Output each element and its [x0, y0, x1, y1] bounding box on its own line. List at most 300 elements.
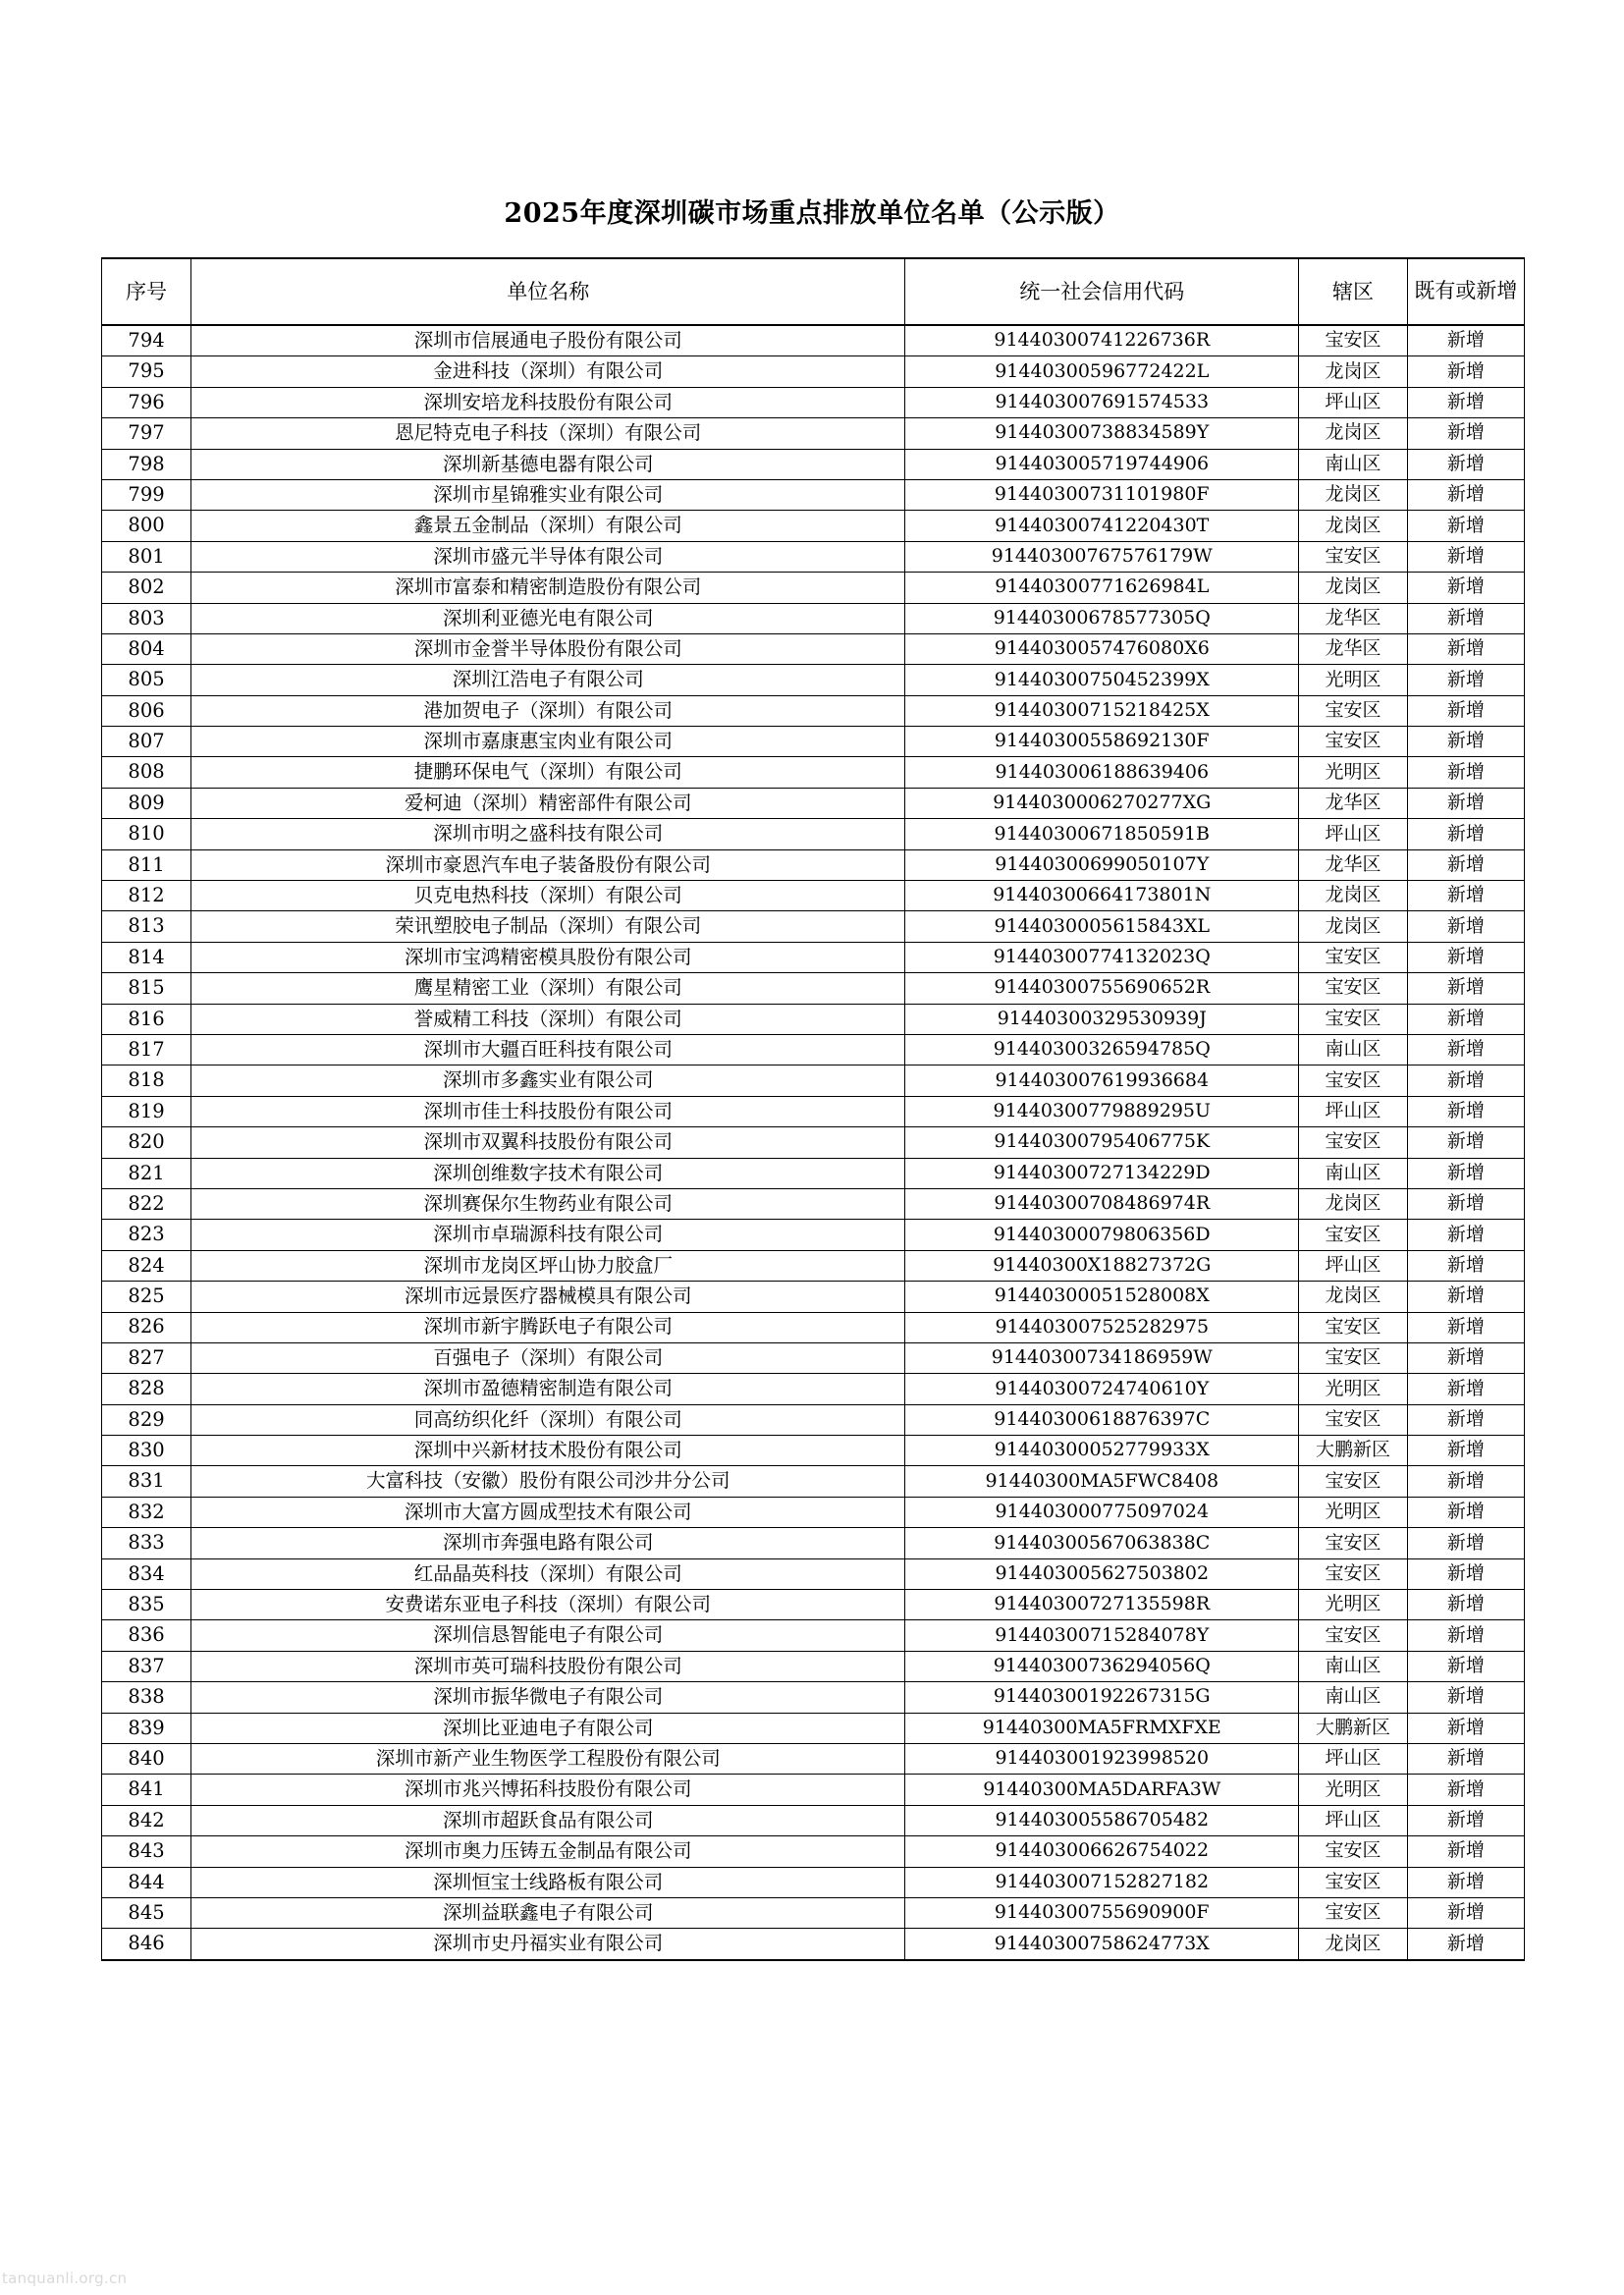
cell-name: 深圳市大富方圆成型技术有限公司	[191, 1497, 905, 1527]
cell-status: 新增	[1407, 1404, 1524, 1435]
cell-code: 91440300774132023Q	[905, 942, 1299, 972]
cell-district: 宝安区	[1299, 1004, 1408, 1034]
cell-code: 914403005627503802	[905, 1558, 1299, 1589]
cell-code: 91440300779889295U	[905, 1096, 1299, 1126]
cell-code: 91440300724740610Y	[905, 1374, 1299, 1404]
cell-code: 91440300MA5FWC8408	[905, 1466, 1299, 1497]
cell-name: 安费诺东亚电子科技（深圳）有限公司	[191, 1590, 905, 1620]
table-row	[102, 356, 1525, 387]
cell-code: 91440300741226736R	[905, 325, 1299, 356]
cell-status: 新增	[1407, 356, 1524, 387]
cell-status: 新增	[1407, 1775, 1524, 1805]
cell-status: 新增	[1407, 788, 1524, 818]
table-row	[102, 911, 1525, 942]
cell-code: 914403007619936684	[905, 1066, 1299, 1096]
cell-district: 龙岗区	[1299, 1929, 1408, 1960]
cell-status: 新增	[1407, 1897, 1524, 1928]
cell-index: 797	[102, 418, 191, 449]
emission-units-table-container	[101, 257, 1525, 1961]
cell-name: 深圳市金誉半导体股份有限公司	[191, 633, 905, 664]
table-row	[102, 1188, 1525, 1219]
table-row	[102, 1158, 1525, 1188]
cell-district: 光明区	[1299, 1374, 1408, 1404]
cell-code: 91440300727135598R	[905, 1590, 1299, 1620]
cell-district: 宝安区	[1299, 1620, 1408, 1651]
cell-index: 843	[102, 1836, 191, 1867]
cell-index: 819	[102, 1096, 191, 1126]
cell-name: 红品晶英科技（深圳）有限公司	[191, 1558, 905, 1589]
cell-district: 坪山区	[1299, 1805, 1408, 1835]
cell-district: 龙岗区	[1299, 1188, 1408, 1219]
cell-name: 深圳市多鑫实业有限公司	[191, 1066, 905, 1096]
cell-code: 91440300MA5FRMXFXE	[905, 1713, 1299, 1743]
cell-district: 龙华区	[1299, 788, 1408, 818]
cell-name: 深圳益联鑫电子有限公司	[191, 1897, 905, 1928]
cell-status: 新增	[1407, 695, 1524, 726]
cell-status: 新增	[1407, 1250, 1524, 1281]
cell-code: 91440300051528008X	[905, 1282, 1299, 1312]
cell-district: 宝安区	[1299, 942, 1408, 972]
watermark: tanquanli.org.cn	[2, 2269, 128, 2287]
cell-index: 842	[102, 1805, 191, 1835]
cell-index: 800	[102, 511, 191, 541]
cell-status: 新增	[1407, 1466, 1524, 1497]
cell-district: 龙岗区	[1299, 911, 1408, 942]
cell-index: 841	[102, 1775, 191, 1805]
cell-index: 802	[102, 573, 191, 603]
cell-name: 深圳市佳士科技股份有限公司	[191, 1096, 905, 1126]
cell-status: 新增	[1407, 1713, 1524, 1743]
cell-name: 深圳市豪恩汽车电子装备股份有限公司	[191, 849, 905, 880]
table-row	[102, 849, 1525, 880]
table-row	[102, 1805, 1525, 1835]
table-row	[102, 573, 1525, 603]
cell-status: 新增	[1407, 1497, 1524, 1527]
cell-status: 新增	[1407, 727, 1524, 757]
cell-name: 深圳市振华微电子有限公司	[191, 1682, 905, 1713]
cell-name: 深圳市明之盛科技有限公司	[191, 819, 905, 849]
cell-index: 795	[102, 356, 191, 387]
cell-district: 大鹏新区	[1299, 1713, 1408, 1743]
cell-index: 837	[102, 1651, 191, 1681]
cell-name: 深圳市大疆百旺科技有限公司	[191, 1034, 905, 1065]
cell-status: 新增	[1407, 911, 1524, 942]
cell-district: 宝安区	[1299, 1404, 1408, 1435]
cell-status: 新增	[1407, 942, 1524, 972]
cell-district: 龙华区	[1299, 603, 1408, 633]
cell-index: 824	[102, 1250, 191, 1281]
table-header	[102, 258, 1525, 325]
cell-index: 816	[102, 1004, 191, 1034]
cell-name: 大富科技（安徽）股份有限公司沙井分公司	[191, 1466, 905, 1497]
cell-index: 794	[102, 325, 191, 356]
table-row	[102, 819, 1525, 849]
cell-status: 新增	[1407, 1034, 1524, 1065]
cell-district: 光明区	[1299, 757, 1408, 788]
table-row	[102, 325, 1525, 356]
cell-code: 91440300699050107Y	[905, 849, 1299, 880]
cell-code: 914403001923998520	[905, 1743, 1299, 1774]
table-row	[102, 603, 1525, 633]
cell-name: 深圳市宝鸿精密模具股份有限公司	[191, 942, 905, 972]
table-row	[102, 511, 1525, 541]
cell-name: 深圳新基德电器有限公司	[191, 449, 905, 479]
cell-name: 深圳创维数字技术有限公司	[191, 1158, 905, 1188]
table-row	[102, 881, 1525, 911]
cell-status: 新增	[1407, 418, 1524, 449]
cell-status: 新增	[1407, 1096, 1524, 1126]
cell-district: 龙岗区	[1299, 511, 1408, 541]
cell-code: 91440300618876397C	[905, 1404, 1299, 1435]
cell-code: 9144030057476080X6	[905, 633, 1299, 664]
column-header-district: 辖区	[1299, 258, 1408, 325]
cell-name: 深圳市超跃食品有限公司	[191, 1805, 905, 1835]
cell-name: 港加贺电子（深圳）有限公司	[191, 695, 905, 726]
cell-status: 新增	[1407, 573, 1524, 603]
cell-status: 新增	[1407, 1220, 1524, 1250]
table-row	[102, 479, 1525, 510]
cell-index: 822	[102, 1188, 191, 1219]
table-row	[102, 1220, 1525, 1250]
cell-code: 91440300727134229D	[905, 1158, 1299, 1188]
cell-name: 深圳市英可瑞科技股份有限公司	[191, 1651, 905, 1681]
cell-name: 深圳市兆兴博拓科技股份有限公司	[191, 1775, 905, 1805]
table-row	[102, 449, 1525, 479]
cell-code: 91440300671850591B	[905, 819, 1299, 849]
cell-status: 新增	[1407, 1528, 1524, 1558]
cell-status: 新增	[1407, 1342, 1524, 1373]
cell-index: 820	[102, 1127, 191, 1158]
cell-district: 宝安区	[1299, 1220, 1408, 1250]
cell-district: 南山区	[1299, 449, 1408, 479]
cell-code: 91440300771626984L	[905, 573, 1299, 603]
cell-district: 宝安区	[1299, 1127, 1408, 1158]
cell-status: 新增	[1407, 973, 1524, 1004]
cell-code: 91440300329530939J	[905, 1004, 1299, 1034]
cell-code: 914403000775097024	[905, 1497, 1299, 1527]
column-header-name: 单位名称	[191, 258, 905, 325]
cell-name: 深圳市史丹福实业有限公司	[191, 1929, 905, 1960]
table-row	[102, 1929, 1525, 1960]
cell-status: 新增	[1407, 633, 1524, 664]
cell-index: 814	[102, 942, 191, 972]
cell-code: 914403007525282975	[905, 1312, 1299, 1342]
cell-code: 914403005719744906	[905, 449, 1299, 479]
cell-code: 91440300X18827372G	[905, 1250, 1299, 1281]
cell-code: 91440300326594785Q	[905, 1034, 1299, 1065]
cell-status: 新增	[1407, 1066, 1524, 1096]
cell-index: 813	[102, 911, 191, 942]
cell-index: 811	[102, 849, 191, 880]
cell-index: 845	[102, 1897, 191, 1928]
table-row	[102, 1528, 1525, 1558]
cell-district: 坪山区	[1299, 1250, 1408, 1281]
cell-district: 宝安区	[1299, 1528, 1408, 1558]
cell-status: 新增	[1407, 1651, 1524, 1681]
cell-name: 同高纺织化纤（深圳）有限公司	[191, 1404, 905, 1435]
cell-name: 深圳市信展通电子股份有限公司	[191, 325, 905, 356]
cell-index: 828	[102, 1374, 191, 1404]
cell-code: 91440300755690652R	[905, 973, 1299, 1004]
cell-index: 831	[102, 1466, 191, 1497]
cell-name: 捷鹏环保电气（深圳）有限公司	[191, 757, 905, 788]
cell-code: 91440300715284078Y	[905, 1620, 1299, 1651]
cell-name: 深圳比亚迪电子有限公司	[191, 1713, 905, 1743]
cell-name: 深圳市奔强电路有限公司	[191, 1528, 905, 1558]
cell-status: 新增	[1407, 325, 1524, 356]
cell-status: 新增	[1407, 1282, 1524, 1312]
cell-district: 宝安区	[1299, 1342, 1408, 1373]
table-row	[102, 1342, 1525, 1373]
cell-index: 832	[102, 1497, 191, 1527]
cell-name: 鹰星精密工业（深圳）有限公司	[191, 973, 905, 1004]
page-title: 2025年度深圳碳市场重点排放单位名单（公示版）	[504, 198, 1120, 229]
table-row	[102, 418, 1525, 449]
cell-district: 宝安区	[1299, 727, 1408, 757]
cell-name: 深圳市星锦雅实业有限公司	[191, 479, 905, 510]
cell-status: 新增	[1407, 819, 1524, 849]
cell-code: 914403007152827182	[905, 1867, 1299, 1897]
cell-index: 812	[102, 881, 191, 911]
cell-status: 新增	[1407, 511, 1524, 541]
cell-index: 803	[102, 603, 191, 633]
cell-code: 91440300715218425X	[905, 695, 1299, 726]
table-row	[102, 1713, 1525, 1743]
cell-code: 91440300079806356D	[905, 1220, 1299, 1250]
column-header-code: 统一社会信用代码	[905, 258, 1299, 325]
cell-district: 宝安区	[1299, 1867, 1408, 1897]
cell-name: 深圳市奥力压铸五金制品有限公司	[191, 1836, 905, 1867]
cell-district: 宝安区	[1299, 1836, 1408, 1867]
cell-district: 龙岗区	[1299, 881, 1408, 911]
cell-name: 深圳市卓瑞源科技有限公司	[191, 1220, 905, 1250]
cell-district: 宝安区	[1299, 1466, 1408, 1497]
emission-units-table	[101, 257, 1525, 1961]
cell-name: 贝克电热科技（深圳）有限公司	[191, 881, 905, 911]
cell-index: 830	[102, 1436, 191, 1466]
cell-index: 844	[102, 1867, 191, 1897]
cell-code: 91440300795406775K	[905, 1127, 1299, 1158]
cell-status: 新增	[1407, 1836, 1524, 1867]
cell-district: 南山区	[1299, 1034, 1408, 1065]
cell-status: 新增	[1407, 603, 1524, 633]
table-row	[102, 1590, 1525, 1620]
cell-status: 新增	[1407, 1004, 1524, 1034]
table-row	[102, 757, 1525, 788]
cell-index: 796	[102, 387, 191, 417]
cell-district: 坪山区	[1299, 819, 1408, 849]
cell-code: 914403005586705482	[905, 1805, 1299, 1835]
cell-index: 833	[102, 1528, 191, 1558]
cell-district: 坪山区	[1299, 1096, 1408, 1126]
table-row	[102, 1497, 1525, 1527]
cell-index: 838	[102, 1682, 191, 1713]
cell-index: 815	[102, 973, 191, 1004]
cell-index: 809	[102, 788, 191, 818]
cell-district: 光明区	[1299, 1590, 1408, 1620]
cell-name: 深圳市盈德精密制造有限公司	[191, 1374, 905, 1404]
cell-code: 91440300755690900F	[905, 1897, 1299, 1928]
table-row	[102, 1836, 1525, 1867]
cell-code: 91440300750452399X	[905, 665, 1299, 695]
cell-status: 新增	[1407, 1590, 1524, 1620]
cell-status: 新增	[1407, 479, 1524, 510]
cell-name: 深圳恒宝士线路板有限公司	[191, 1867, 905, 1897]
cell-district: 宝安区	[1299, 1897, 1408, 1928]
cell-status: 新增	[1407, 1127, 1524, 1158]
cell-name: 深圳市盛元半导体有限公司	[191, 541, 905, 572]
cell-district: 龙岗区	[1299, 418, 1408, 449]
table-row	[102, 665, 1525, 695]
cell-index: 829	[102, 1404, 191, 1435]
table-row	[102, 1436, 1525, 1466]
cell-status: 新增	[1407, 1682, 1524, 1713]
cell-district: 宝安区	[1299, 541, 1408, 572]
cell-name: 鑫景五金制品（深圳）有限公司	[191, 511, 905, 541]
cell-district: 光明区	[1299, 1775, 1408, 1805]
cell-status: 新增	[1407, 387, 1524, 417]
cell-status: 新增	[1407, 1158, 1524, 1188]
cell-index: 821	[102, 1158, 191, 1188]
column-header-status: 既有或新增	[1407, 258, 1524, 325]
table-row	[102, 387, 1525, 417]
cell-index: 827	[102, 1342, 191, 1373]
cell-index: 807	[102, 727, 191, 757]
table-row	[102, 942, 1525, 972]
cell-district: 大鹏新区	[1299, 1436, 1408, 1466]
cell-index: 799	[102, 479, 191, 510]
cell-status: 新增	[1407, 1620, 1524, 1651]
cell-index: 808	[102, 757, 191, 788]
cell-name: 深圳市远景医疗器械模具有限公司	[191, 1282, 905, 1312]
cell-name: 深圳市嘉康惠宝肉业有限公司	[191, 727, 905, 757]
table-row	[102, 1682, 1525, 1713]
cell-status: 新增	[1407, 881, 1524, 911]
cell-code: 914403006626754022	[905, 1836, 1299, 1867]
cell-status: 新增	[1407, 1436, 1524, 1466]
table-row	[102, 1282, 1525, 1312]
cell-district: 宝安区	[1299, 1558, 1408, 1589]
cell-name: 深圳安培龙科技股份有限公司	[191, 387, 905, 417]
cell-name: 深圳市新宇腾跃电子有限公司	[191, 1312, 905, 1342]
cell-name: 深圳中兴新材技术股份有限公司	[191, 1436, 905, 1466]
cell-code: 91440300741220430T	[905, 511, 1299, 541]
cell-name: 深圳赛保尔生物药业有限公司	[191, 1188, 905, 1219]
cell-name: 深圳利亚德光电有限公司	[191, 603, 905, 633]
cell-code: 91440300731101980F	[905, 479, 1299, 510]
cell-code: 91440300192267315G	[905, 1682, 1299, 1713]
cell-code: 91440300664173801N	[905, 881, 1299, 911]
cell-status: 新增	[1407, 1188, 1524, 1219]
cell-code: 91440300MA5DARFA3W	[905, 1775, 1299, 1805]
table-row	[102, 1250, 1525, 1281]
cell-district: 龙岗区	[1299, 573, 1408, 603]
cell-index: 818	[102, 1066, 191, 1096]
table-row	[102, 1775, 1525, 1805]
cell-code: 91440300052779933X	[905, 1436, 1299, 1466]
cell-index: 840	[102, 1743, 191, 1774]
cell-code: 91440300758624773X	[905, 1929, 1299, 1960]
table-row	[102, 695, 1525, 726]
cell-code: 9144030006270277XG	[905, 788, 1299, 818]
table-row	[102, 541, 1525, 572]
cell-code: 914403006188639406	[905, 757, 1299, 788]
cell-index: 798	[102, 449, 191, 479]
cell-district: 坪山区	[1299, 1743, 1408, 1774]
cell-index: 801	[102, 541, 191, 572]
cell-status: 新增	[1407, 1743, 1524, 1774]
table-row	[102, 1096, 1525, 1126]
cell-index: 836	[102, 1620, 191, 1651]
table-row	[102, 1558, 1525, 1589]
cell-name: 深圳市双翼科技股份有限公司	[191, 1127, 905, 1158]
cell-district: 宝安区	[1299, 325, 1408, 356]
cell-district: 龙岗区	[1299, 479, 1408, 510]
cell-district: 南山区	[1299, 1158, 1408, 1188]
cell-code: 91440300767576179W	[905, 541, 1299, 572]
cell-district: 龙岗区	[1299, 356, 1408, 387]
table-row	[102, 1466, 1525, 1497]
table-row	[102, 1374, 1525, 1404]
cell-code: 9144030005615843XL	[905, 911, 1299, 942]
table-row	[102, 1312, 1525, 1342]
cell-name: 誉威精工科技（深圳）有限公司	[191, 1004, 905, 1034]
cell-name: 深圳市龙岗区坪山协力胶盒厂	[191, 1250, 905, 1281]
cell-name: 深圳市新产业生物医学工程股份有限公司	[191, 1743, 905, 1774]
table-row	[102, 1404, 1525, 1435]
cell-status: 新增	[1407, 541, 1524, 572]
cell-code: 91440300736294056Q	[905, 1651, 1299, 1681]
cell-code: 91440300708486974R	[905, 1188, 1299, 1219]
cell-index: 826	[102, 1312, 191, 1342]
cell-district: 龙岗区	[1299, 1282, 1408, 1312]
cell-district: 龙华区	[1299, 849, 1408, 880]
cell-status: 新增	[1407, 849, 1524, 880]
table-row	[102, 1743, 1525, 1774]
cell-status: 新增	[1407, 1867, 1524, 1897]
cell-name: 荣讯塑胶电子制品（深圳）有限公司	[191, 911, 905, 942]
cell-status: 新增	[1407, 1805, 1524, 1835]
cell-district: 宝安区	[1299, 695, 1408, 726]
cell-code: 91440300596772422L	[905, 356, 1299, 387]
cell-code: 91440300678577305Q	[905, 603, 1299, 633]
cell-district: 宝安区	[1299, 1066, 1408, 1096]
cell-status: 新增	[1407, 1312, 1524, 1342]
table-row	[102, 1620, 1525, 1651]
cell-index: 825	[102, 1282, 191, 1312]
cell-code: 91440300738834589Y	[905, 418, 1299, 449]
cell-district: 光明区	[1299, 1497, 1408, 1527]
cell-name: 深圳信恳智能电子有限公司	[191, 1620, 905, 1651]
table-body	[102, 325, 1525, 1960]
table-row	[102, 1066, 1525, 1096]
table-row	[102, 1127, 1525, 1158]
cell-status: 新增	[1407, 1558, 1524, 1589]
table-row	[102, 1867, 1525, 1897]
cell-district: 宝安区	[1299, 973, 1408, 1004]
cell-index: 835	[102, 1590, 191, 1620]
cell-name: 恩尼特克电子科技（深圳）有限公司	[191, 418, 905, 449]
cell-name: 深圳市富泰和精密制造股份有限公司	[191, 573, 905, 603]
cell-index: 839	[102, 1713, 191, 1743]
table-row	[102, 1004, 1525, 1034]
cell-index: 823	[102, 1220, 191, 1250]
cell-status: 新增	[1407, 665, 1524, 695]
cell-status: 新增	[1407, 1929, 1524, 1960]
table-row	[102, 1034, 1525, 1065]
cell-name: 爱柯迪（深圳）精密部件有限公司	[191, 788, 905, 818]
column-header-index: 序号	[102, 258, 191, 325]
